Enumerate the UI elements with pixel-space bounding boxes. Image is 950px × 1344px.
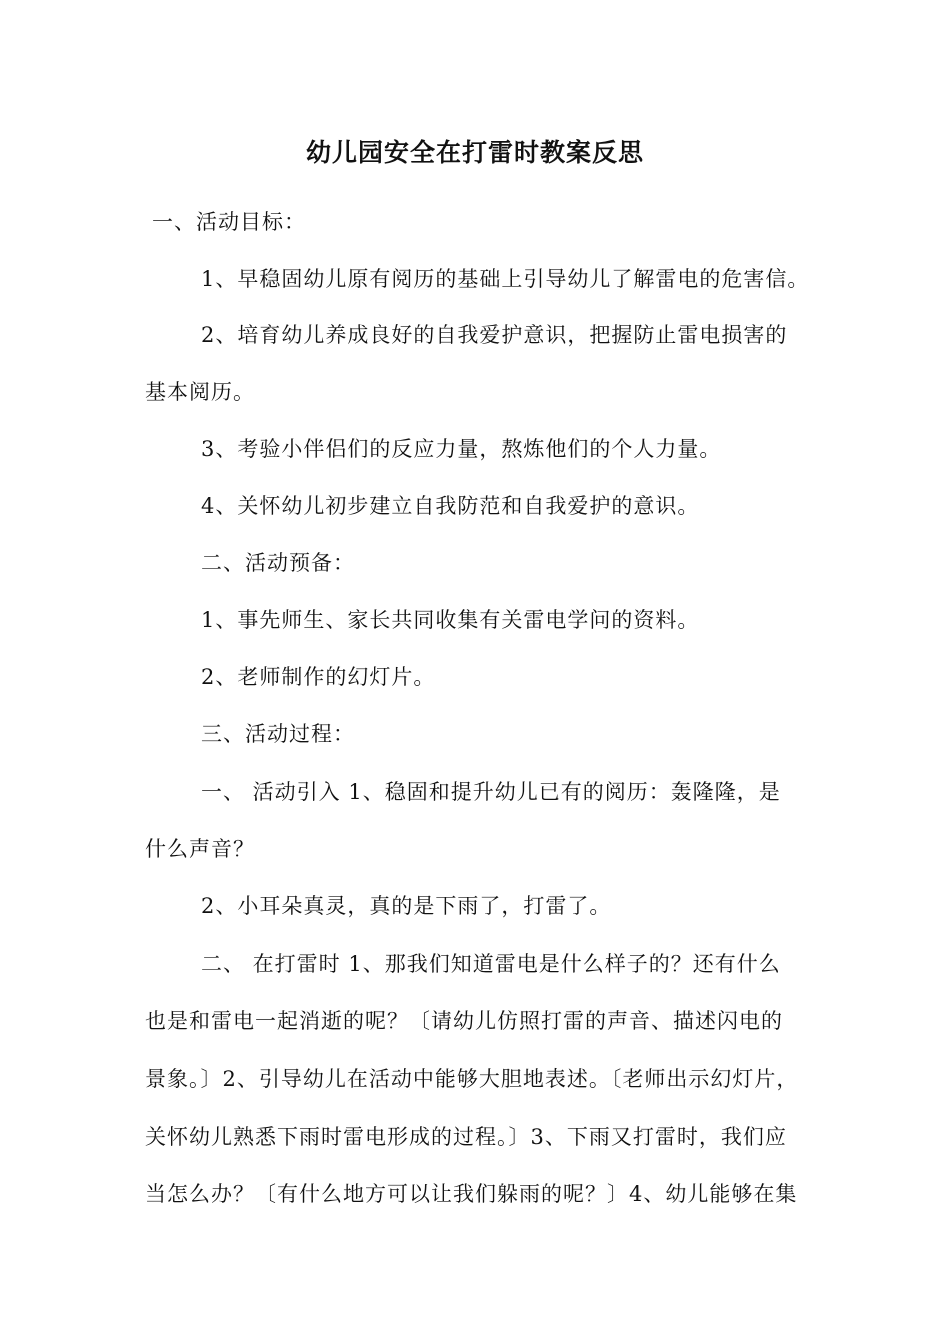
paragraph-line: 也是和雷电一起消逝的呢？〔请幼儿仿照打雷的声音、描述闪电的 — [145, 1009, 783, 1033]
paragraph-line: 1、早稳固幼儿原有阅历的基础上引导幼儿了解雷电的危害信。 — [201, 267, 810, 291]
paragraph-line: 当怎么办？〔有什么地方可以让我们躲雨的呢？〕4、幼儿能够在集 — [145, 1182, 798, 1206]
document-title: 幼儿园安全在打雷时教案反思 — [305, 138, 644, 167]
paragraph-line: 关怀幼儿熟悉下雨时雷电形成的过程。〕3、下雨又打雷时，我们应 — [145, 1125, 787, 1149]
paragraph-line: 3、考验小伴侣们的反应力量，熬炼他们的个人力量。 — [201, 437, 722, 461]
section-heading-process: 三、活动过程： — [201, 722, 355, 746]
paragraph-line: 基本阅历。 — [145, 380, 255, 404]
paragraph-line: 景象。〕2、引导幼儿在活动中能够大胆地表述。〔老师出示幻灯片， — [145, 1067, 799, 1091]
paragraph-line: 4、关怀幼儿初步建立自我防范和自我爱护的意识。 — [201, 494, 700, 518]
paragraph-line: 什么声音？ — [145, 837, 255, 861]
paragraph-line: 二、 在打雷时 1、那我们知道雷电是什么样子的？还有什么 — [201, 952, 781, 976]
paragraph-line: 一、 活动引入 1、稳固和提升幼儿已有的阅历：轰隆隆，是 — [201, 780, 781, 804]
paragraph-line: 2、培育幼儿养成良好的自我爱护意识，把握防止雷电损害的 — [201, 323, 788, 347]
paragraph-line: 1、事先师生、家长共同收集有关雷电学问的资料。 — [201, 608, 700, 632]
section-heading-goals: 一、活动目标： — [152, 210, 306, 234]
paragraph-line: 2、老师制作的幻灯片。 — [201, 665, 436, 689]
section-heading-preparation: 二、活动预备： — [201, 551, 355, 575]
paragraph-line: 2、小耳朵真灵，真的是下雨了，打雷了。 — [201, 894, 612, 918]
